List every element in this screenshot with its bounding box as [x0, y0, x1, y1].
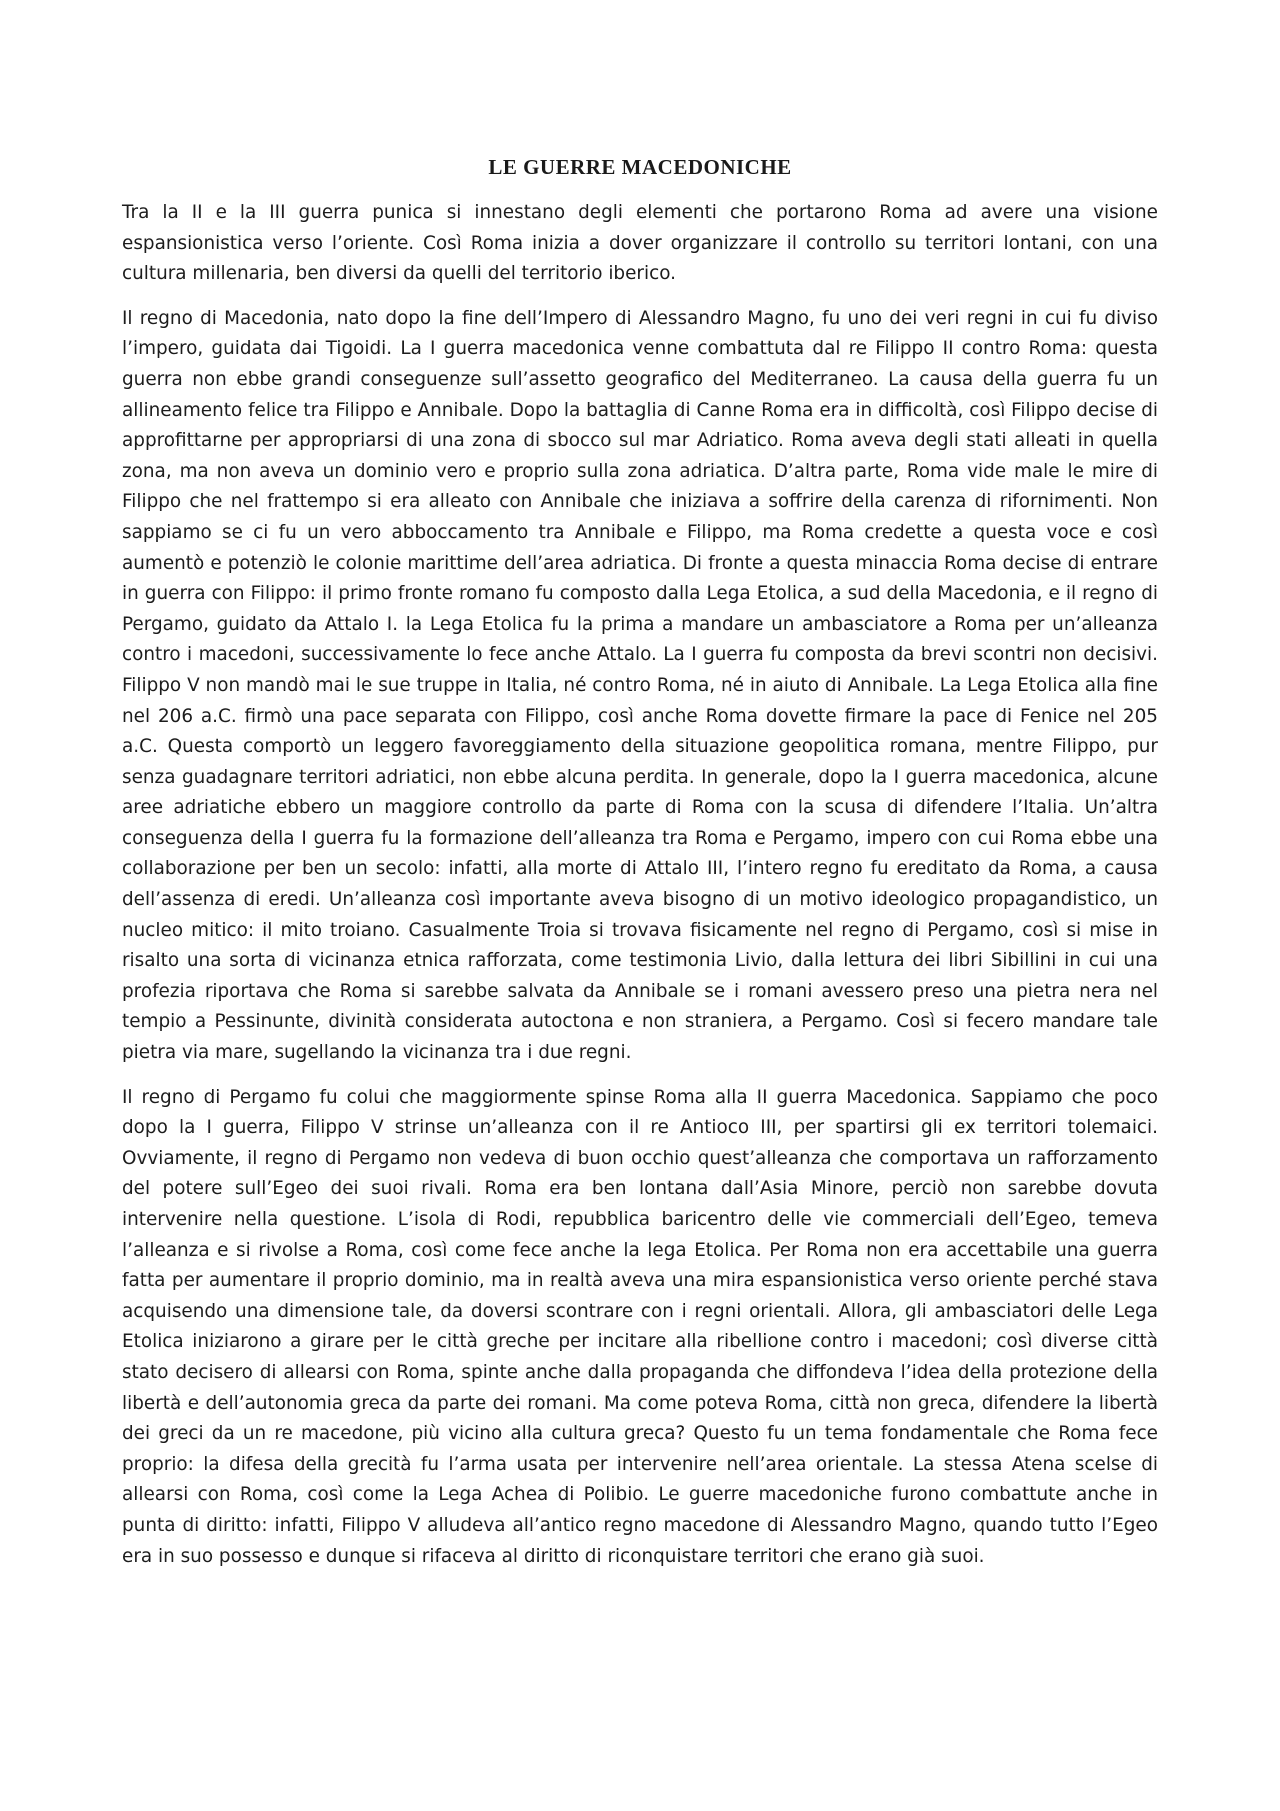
paragraph-intro: Tra la II e la III guerra punica si innestano degli elementi che portarono Roma ad avere una visione espansionistica verso l’oriente. Così Roma inizia a dover organizzare il controllo su territori lontani, con una cultura millenaria, ben diversi da quelli del territorio iberico.: [122, 202, 1158, 285]
page-title: LE GUERRE MACEDONICHE: [488, 155, 792, 179]
document-body: [122, 150, 1158, 1586]
paragraph-first-war: Il regno di Macedonia, nato dopo la fine dell’Impero di Alessandro Magno, fu uno dei veri regni in cui fu diviso l’impero, guidata dai Tigoidi. La I guerra macedonica venne combattuta dal re Filippo II contro Roma: questa guerra non ebbe grandi conseguenze sull’assetto geografico del Mediterraneo. La causa della guerra fu un allineamento felice tra Filippo e Annibale. Dopo la battaglia di Canne Roma era in difficoltà, così Filippo decise di approfittarne per appropriarsi di una zona di sbocco sul mar Adriatico. Roma aveva degli stati alleati in quella zona, ma non aveva un dominio vero e proprio sulla zona adriatica. D’altra parte, Roma vide male le mire di Filippo che nel frattempo si era alleato con Annibale che iniziava a soffrire della carenza di rifornimenti. Non sappiamo se ci fu un vero abboccamento tra Annibale e Filippo, ma Roma credette a questa voce e così aumentò e potenziò le colonie marittime dell’area adriatica. Di fronte a questa minaccia Roma decise di entrare in guerra con Filippo: il primo fronte romano fu composto dalla Lega Etolica, a sud della Macedonia, e il regno di Pergamo, guidato da Attalo I. la Lega Etolica fu la prima a mandare un ambasciatore a Roma per un’alleanza contro i macedoni, successivamente lo fece anche Attalo. La I guerra fu composta da brevi scontri non decisivi. Filippo V non mandò mai le sue truppe in Italia, né contro Roma, né in aiuto di Annibale. La Lega Etolica alla fine nel 206 a.C. firmò una pace separata con Filippo, così anche Roma dovette firmare la pace di Fenice nel 205 a.C. Questa comportò un leggero favoreggiamento della situazione geopolitica romana, mentre Filippo, pur senza guadagnare territori adriatici, non ebbe alcuna perdita. In generale, dopo la I guerra macedonica, alcune aree adriatiche ebbero un maggiore controllo da parte di Roma con la scusa di difendere l’Italia. Un’altra conseguenza della I guerra fu la formazione dell’alleanza tra Roma e Pergamo, impero con cui Roma ebbe una collaborazione per ben un secolo: infatti, alla morte di Attalo III, l’intero regno fu ereditato da Roma, a causa dell’assenza di eredi. Un’alleanza così importante aveva bisogno di un motivo ideologico propagandistico, un nucleo mitico: il mito troiano. Casualmente Troia si trovava fisicamente nel regno di Pergamo, così si mise in risalto una sorta di vicinanza etnica rafforzata, come testimonia Livio, dalla lettura dei libri Sibillini in cui una profezia riportava che Roma si sarebbe salvata da Annibale se i romani avessero preso una pietra nera nel tempio a Pessinunte, divinità considerata autoctona e non straniera, a Pergamo. Così si fecero mandare tale pietra via mare, sugellando la vicinanza tra i due regni.: [122, 307, 1158, 1064]
paragraph-second-war: Il regno di Pergamo fu colui che maggiormente spinse Roma alla II guerra Macedonica. Sappiamo che poco dopo la I guerra, Filippo V strinse un’alleanza con il re Antioco III, per spartirsi gli ex territori tolemaici. Ovviamente, il regno di Pergamo non vedeva di buon occhio quest’alleanza che comportava un rafforzamento del potere sull’Egeo dei suoi rivali. Roma era ben lontana dall’Asia Minore, perciò non sarebbe dovuta intervenire nella questione. L’isola di Rodi, repubblica baricentro delle vie commerciali dell’Egeo, temeva l’alleanza e si rivolse a Roma, così come fece anche la lega Etolica. Per Roma non era accettabile una guerra fatta per aumentare il proprio dominio, ma in realtà aveva una mira espansionistica verso oriente perché stava acquisendo una dimensione tale, da doversi scontrare con i regni orientali. Allora, gli ambasciatori delle Lega Etolica iniziarono a girare per le città greche per incitare alla ribellione contro i macedoni; così diverse città stato decisero di allearsi con Roma, spinte anche dalla propaganda che diffondeva l’idea della protezione della libertà e dell’autonomia greca da parte dei romani. Ma come poteva Roma, città non greca, difendere la libertà dei greci da un re macedone, più vicino alla cultura greca? Questo fu un tema fondamentale che Roma fece proprio: la difesa della grecità fu l’arma usata per intervenire nell’area orientale. La stessa Atena scelse di allearsi con Roma, così come la Lega Achea di Polibio. Le guerre macedoniche furono combattute anche in punta di diritto: infatti, Filippo V alludeva all’antico regno macedone di Alessandro Magno, quando tutto l’Egeo era in suo possesso e dunque si rifaceva al diritto di riconquistare territori che erano già suoi.: [122, 1086, 1158, 1567]
